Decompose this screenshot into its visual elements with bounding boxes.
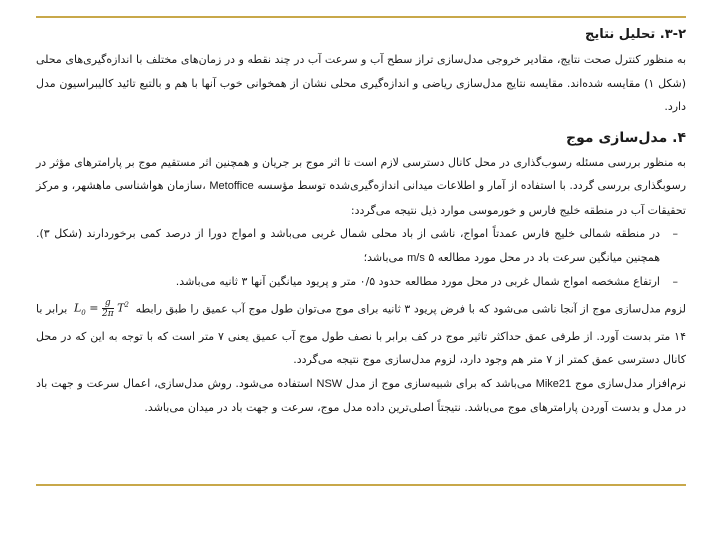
formula-fraction [102,298,114,319]
formula-lhs-subscript: 0 [81,308,86,317]
software-text-3: استفاده می‌شود. روش مدل‌سازی، اعمال سرعت و جهت باد در مدل و بدست آوردن پارامترهای موج می‌باشد. نتیجتاً اصلی‌ترین داده مدل موج، سرعت و جهت باد در میدان می‌باشد. [36,376,686,415]
wavelength-text-before: لزوم مدل‌سازی موج از آنجا ناشی می‌شود که با فرض پریود ۳ ثانیه برای موج می‌توان طول موج آب عمیق را طبق رابطه [135,302,687,316]
wind-speed-unit: m/s [407,251,425,264]
bullet-1-text-after: ۵ می‌باشد؛ [363,250,435,264]
wavelength-paragraph [36,294,686,372]
software-text-1: نرم‌افزار مدل‌سازی موج [574,376,687,390]
formula-equals: = [89,301,99,315]
formula-exponent: 2 [124,300,129,309]
mike21-label: Mike21 [535,377,572,390]
nsw-label: NSW [316,377,343,390]
bullet-2-text: ارتفاع مشخصه امواج شمال غربی در محل مورد مطالعه حدود ۰/۵ متر و پریود میانگین آنها ۳ ثانیه می‌باشد. [175,275,660,288]
list-item [36,270,686,294]
section-4-intro [36,151,686,223]
wavelength-text-after: برابر با ۱۴ متر بدست آورد. از طرفی عمق حداکثر تاثیر موج در کف برابر با نصف طول موج آب عمیق یعنی ۷ متر است که با توجه به این که در محل کانال دسترسی عمق کمتر از ۷ متر هم وجود دارد، لزوم مدل‌سازی موج نتیجه می‌گردد. [36,302,686,367]
formula-period: T [117,301,125,315]
top-divider [36,16,686,18]
metoffice-label: Metoffice [209,180,254,192]
bullet-dash: – [672,275,678,288]
wavelength-formula [74,294,129,325]
bullet-dash: – [672,227,678,240]
intro-text-before: به منظور بررسی مسئله رسوب‌گذاری در محل کانال دسترسی لازم است تا اثر موج بر جریان و همچنین اثر مستقیم موج بر پارامترهای مؤثر در رسوبگذاری بررسی گردد. با استفاده از آمار و اطلاعات میدانی اندازه‌گیری‌شده توسط مؤسسه [36,155,687,192]
section-3-paragraph: به منظور کنترل صحت نتایج، مقادیر خروجی مدل‌سازی تراز سطح آب و سرعت آب در چند نقطه و در زمان‌های مختلف با اندازه‌گیری‌های محلی (شکل ۱) مقایسه شده‌اند. مقایسه نتایج مدل‌سازی ریاضی و اندازه‌گیری محلی نشان از همخوانی خوب آنها با هم و بالتبع تائید کالیبراسیون مدل دارد. [36,53,686,113]
software-paragraph [36,372,686,420]
software-text-2: می‌باشد که برای شبیه‌سازی موج از مدل [345,376,532,390]
list-item [36,222,686,270]
document-body [36,22,686,420]
formula-numerator: g [102,298,114,309]
formula-lhs: L [73,301,82,315]
formula-denominator: 2π [101,308,114,319]
bottom-divider [36,484,686,486]
section-4-heading: ۴. مدل‌سازی موج [566,129,686,146]
section-3-heading: ۳-۲. تحلیل نتایج [584,27,686,42]
bullet-1-text-before: در منطقه شمالی خلیج فارس عمدتاً امواج، ناشی از باد محلی شمال غربی می‌باشد و امواج دورا از درصد کمی برخوردارند (شکل ۳). همچنین میانگین سرعت باد در محل مورد مطالعه [36,227,660,264]
findings-list [36,222,686,294]
intro-text-after: ،سازمان هواشناسی ماهشهر، و مرکز تحقیقات آب در منطقه خلیج فارس و خورموسی موارد ذیل نتیجه می‌گردد: [36,179,686,217]
